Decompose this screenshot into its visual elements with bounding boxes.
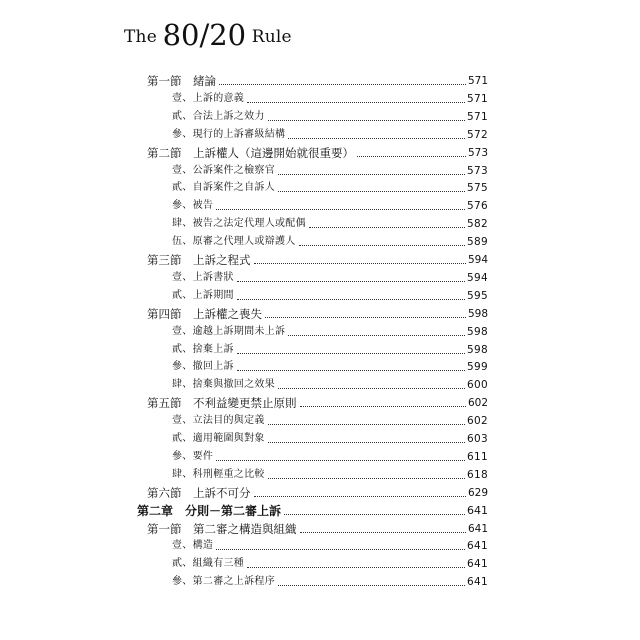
toc-entry-item [172, 269, 488, 285]
toc-page-number: 641 [467, 576, 488, 589]
toc-entry-label: 肆、被告之法定代理人或配偶 [172, 218, 306, 230]
dot-leader [219, 84, 466, 85]
dot-leader [216, 549, 465, 550]
toc-page-number: 603 [467, 433, 488, 445]
toc-entry-item [172, 162, 488, 178]
toc-entry-label: 參、要件 [172, 450, 214, 462]
toc-page-number: 573 [467, 146, 488, 159]
toc-page-number: 602 [467, 397, 488, 410]
toc-entry-label: 貳、組織有三種 [172, 558, 245, 570]
toc-page-number: 641 [467, 540, 488, 553]
toc-page-number: 641 [467, 503, 488, 517]
toc-entry-sec [147, 144, 488, 160]
toc-page-number: 595 [467, 289, 488, 302]
toc-page-number: 582 [467, 218, 488, 231]
dot-leader [268, 424, 465, 425]
book-title-prefix: The [124, 27, 157, 47]
dot-leader [247, 567, 465, 568]
toc-entry-item [172, 466, 488, 482]
toc-entry-label: 壹、公訴案件之檢察官 [172, 164, 275, 176]
toc-entry-label: 貳、自訴案件之自訴人 [172, 182, 275, 194]
toc-entry-item [172, 126, 488, 142]
book-title-suffix: Rule [251, 27, 292, 47]
toc-entry-item [172, 448, 488, 464]
toc-entry-item [172, 573, 488, 589]
toc-entry-item [172, 108, 488, 124]
toc-entry-item [172, 323, 488, 339]
book-title-number: 80/20 [162, 18, 247, 52]
dot-leader [288, 138, 465, 139]
dot-leader [268, 478, 465, 479]
toc-entry-sec [147, 305, 488, 321]
toc-entry-item [172, 287, 488, 303]
dot-leader [247, 102, 465, 103]
toc-page-number: 598 [467, 307, 488, 320]
dot-leader [237, 281, 465, 282]
toc-page-number: 611 [467, 450, 488, 463]
dot-leader [278, 388, 465, 389]
toc-entry-label: 壹、構造 [172, 540, 214, 552]
toc-entry-item [172, 376, 488, 392]
toc-entry-label: 貳、適用範圍與對象 [172, 433, 265, 444]
dot-leader [237, 353, 465, 354]
toc-entry-label: 參、現行的上訴審級結構 [172, 128, 286, 140]
toc-entry-item [172, 555, 488, 571]
toc-page-number: 573 [467, 164, 488, 177]
toc-entry-label: 肆、捨棄與撤回之效果 [172, 379, 275, 391]
toc-page-number: 599 [467, 361, 488, 374]
toc-entry-sec [147, 520, 488, 536]
toc-entry-sec [147, 72, 488, 88]
dot-leader [300, 406, 466, 407]
dot-leader [268, 442, 465, 443]
dot-leader [237, 370, 465, 371]
toc-page-number: 576 [467, 200, 488, 213]
dot-leader [278, 174, 465, 175]
toc-entry-item [172, 341, 488, 357]
toc-entry-label: 第二節 上訴權人（這邊開始就很重要） [147, 145, 354, 160]
toc-entry-label: 第三節 上訴之程式 [147, 253, 251, 267]
toc-page-number: 594 [467, 254, 488, 266]
toc-entry-sec [147, 251, 488, 267]
toc-entry-label: 參、撤回上訴 [172, 361, 234, 373]
dot-leader [237, 299, 465, 300]
toc-page-number: 641 [467, 522, 488, 535]
toc-entry-item [172, 197, 488, 213]
toc-entry-item [172, 90, 488, 106]
toc-entry-label: 壹、立法目的與定義 [172, 415, 265, 427]
toc-entry-item [172, 358, 488, 374]
toc-entry-label: 壹、上訴書狀 [172, 271, 234, 283]
toc-entry-item [172, 412, 488, 428]
toc-entry-label: 壹、上訴的意義 [172, 92, 245, 104]
toc-entry-sec [147, 484, 488, 500]
toc-entry-sec [147, 394, 488, 410]
toc-page-number: 598 [467, 343, 488, 356]
toc-page-number: 641 [467, 558, 488, 571]
dot-leader [288, 335, 465, 336]
toc-entry-label: 貳、合法上訴之效力 [172, 110, 265, 122]
toc-entry-label: 參、被告 [172, 200, 214, 212]
dot-leader [254, 496, 466, 497]
toc-page-number: 618 [467, 468, 488, 481]
dot-leader [300, 532, 466, 533]
dot-leader [216, 209, 465, 210]
toc-page-number: 571 [467, 110, 488, 123]
dot-leader [284, 514, 465, 515]
toc-page-number: 572 [467, 128, 488, 141]
dot-leader [268, 120, 465, 121]
toc-entry-label: 肆、科刑輕重之比較 [172, 468, 265, 480]
toc-entry-label: 第一節 緒論 [147, 74, 216, 88]
toc-entry-item [172, 233, 488, 249]
toc-entry-label: 第六節 上訴不可分 [147, 485, 251, 500]
toc-entry-label: 參、第二審之上訴程序 [172, 576, 275, 588]
dot-leader [357, 156, 466, 157]
dot-leader [278, 585, 465, 586]
toc-page-number: 575 [467, 182, 488, 195]
toc-entry-label: 第五節 不利益變更禁止原則 [147, 396, 297, 411]
dot-leader [265, 317, 466, 318]
dot-leader [216, 460, 465, 461]
toc-entry-label: 第四節 上訴權之喪失 [147, 306, 262, 321]
toc-entry-label: 壹、逾越上訴期間未上訴 [172, 325, 286, 337]
dot-leader [309, 227, 465, 228]
toc-entry-label: 伍、原審之代理人或辯護人 [172, 236, 296, 248]
toc-entry-item [172, 430, 488, 446]
toc-entry-label: 第一節 第二審之構造與組織 [147, 521, 297, 536]
toc-page-number: 629 [467, 486, 488, 499]
toc-page-number: 589 [467, 236, 488, 249]
toc-entry-label: 貳、上訴期間 [172, 289, 234, 301]
toc-page-number: 571 [467, 92, 488, 105]
toc-entry-item [172, 215, 488, 231]
toc-page-number: 594 [467, 271, 488, 284]
dot-leader [254, 263, 466, 264]
toc-entry-item [172, 537, 488, 553]
toc-page-number: 602 [467, 415, 488, 428]
toc-page-number: 598 [467, 325, 488, 338]
toc-entry-label: 貳、捨棄上訴 [172, 343, 234, 355]
toc-entry-item [172, 179, 488, 195]
dot-leader [299, 245, 465, 246]
toc-page-number: 571 [467, 75, 488, 87]
toc-entry-chap [137, 502, 488, 518]
toc-page-number: 600 [467, 379, 488, 392]
toc-entry-label: 第二章 分則－第二審上訴 [137, 503, 282, 518]
dot-leader [278, 191, 465, 192]
book-title [124, 20, 292, 52]
